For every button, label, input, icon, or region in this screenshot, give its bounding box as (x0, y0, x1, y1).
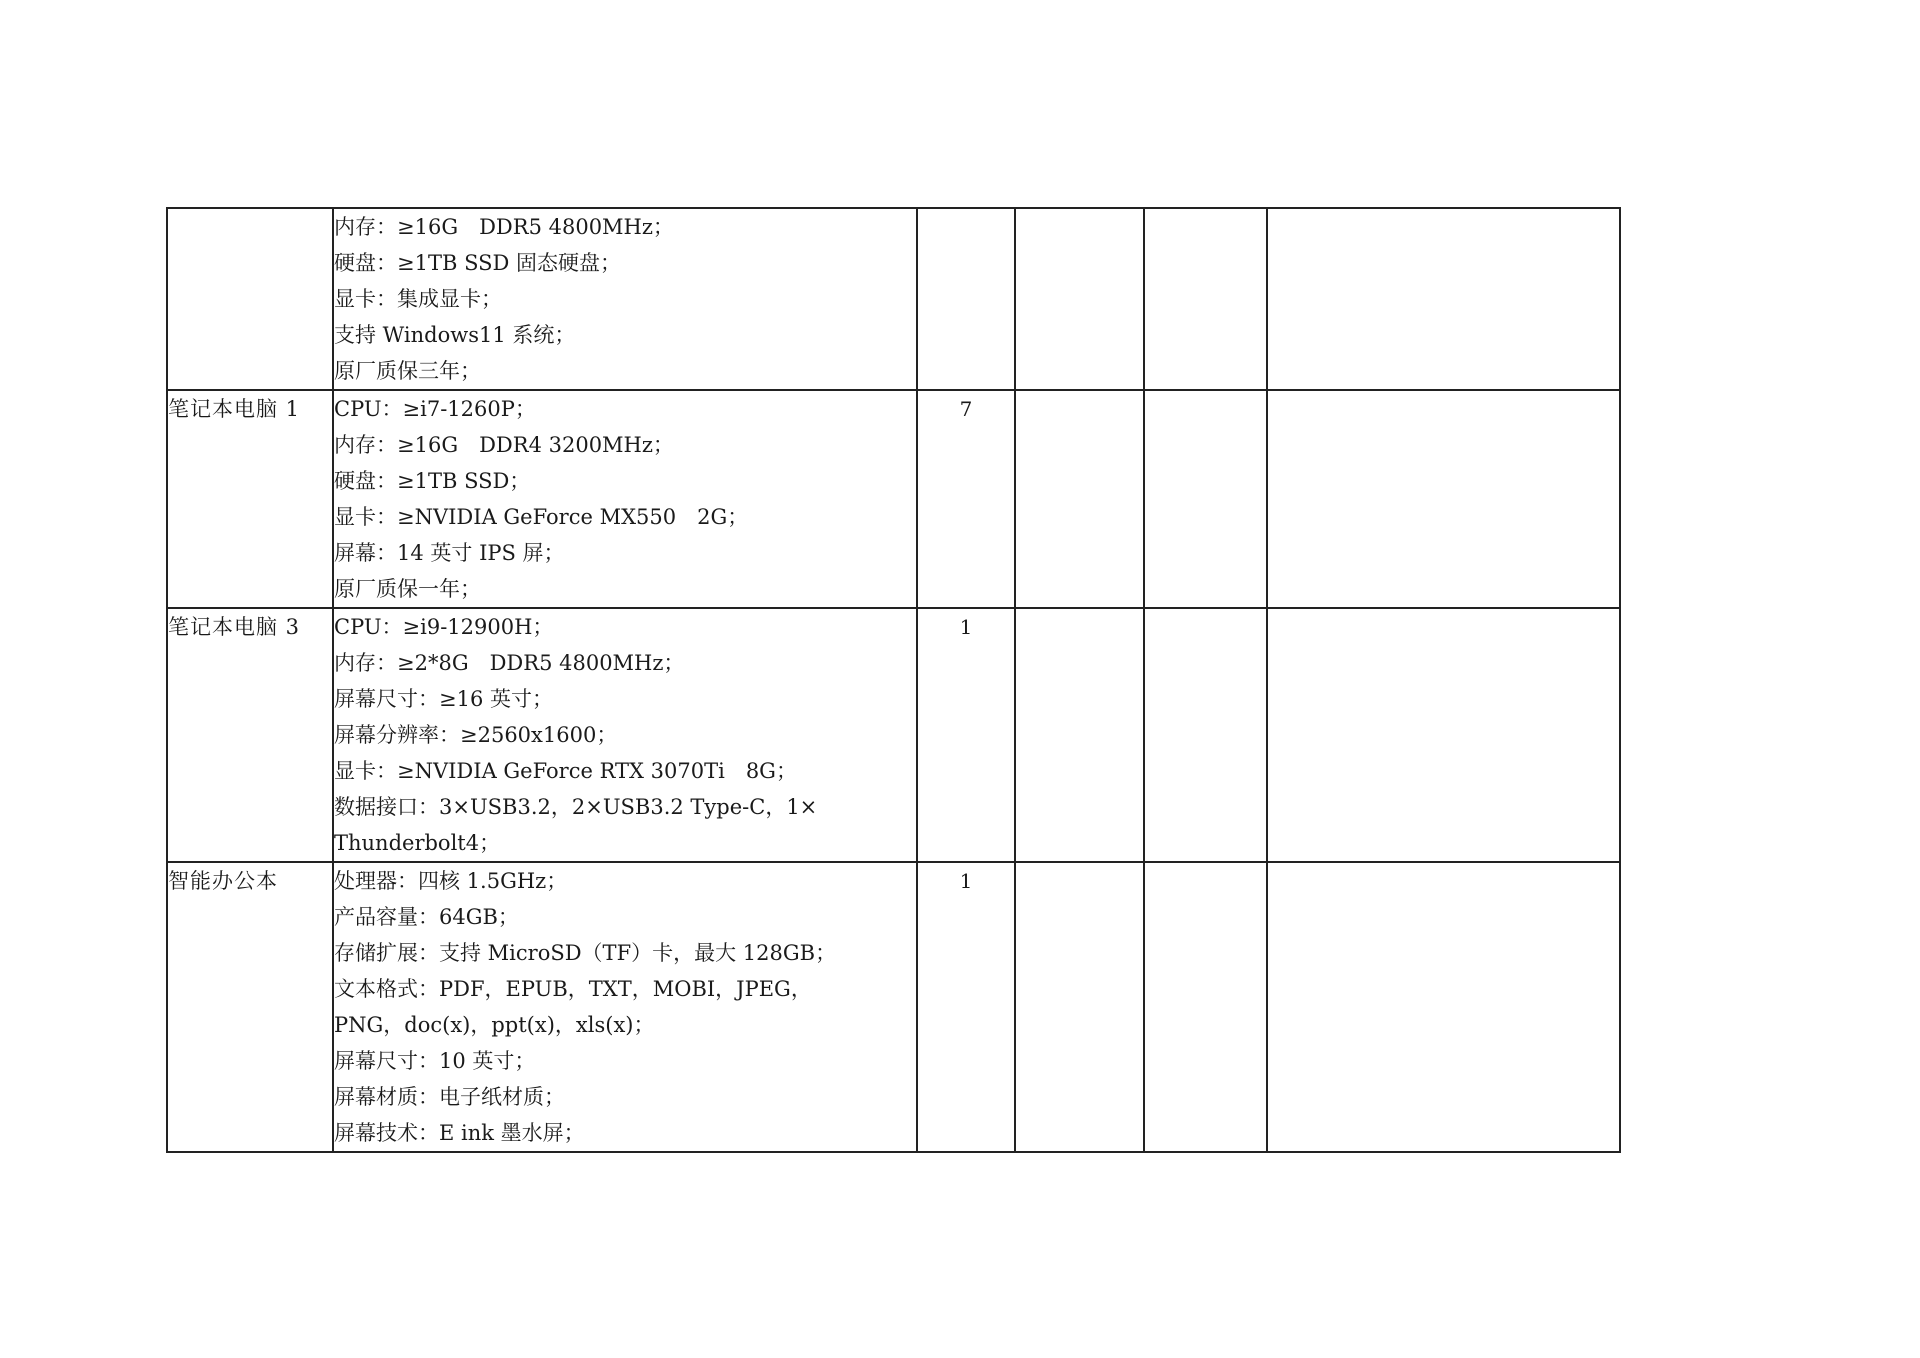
table-row (167, 862, 1620, 1152)
spec-line: 数据接口：3×USB3.2，2×USB3.2 Type-C，1× (334, 795, 818, 819)
spec-line: 屏幕尺寸：10 英寸； (334, 1049, 536, 1073)
spec-line: CPU：≥i7-1260P； (334, 397, 536, 421)
spec-cell (333, 862, 917, 1152)
spec-line: 屏幕分辨率：≥2560x1600； (334, 723, 618, 747)
spec-line: CPU：≥i9-12900H； (334, 615, 554, 639)
empty-cell (1267, 390, 1620, 608)
spec-cell (333, 608, 917, 862)
empty-cell (1267, 862, 1620, 1152)
quantity-cell: 1 (917, 608, 1015, 862)
spec-line: 屏幕技术：E ink 墨水屏； (334, 1121, 585, 1145)
spec-line: 原厂质保一年； (334, 577, 481, 601)
item-name-cell: 笔记本电脑 3 (167, 608, 333, 862)
spec-line: 内存：≥16G DDR5 4800MHz； (334, 215, 674, 239)
spec-line: 产品容量：64GB； (334, 905, 519, 929)
spec-line: 显卡：集成显卡； (334, 287, 502, 311)
spec-line: Thunderbolt4； (334, 831, 501, 855)
quantity-cell: 7 (917, 390, 1015, 608)
spec-line: 内存：≥2*8G DDR5 4800MHz； (334, 651, 685, 675)
spec-line: 屏幕尺寸：≥16 英寸； (334, 687, 553, 711)
spec-line: 内存：≥16G DDR4 3200MHz； (334, 433, 674, 457)
table-row (167, 208, 1620, 390)
spec-line: 显卡：≥NVIDIA GeForce MX550 2G； (334, 505, 749, 529)
spec-table (166, 207, 1621, 1153)
empty-cell (1267, 208, 1620, 390)
spec-cell (333, 390, 917, 608)
spec-line: 硬盘：≥1TB SSD； (334, 469, 531, 493)
spec-cell (333, 208, 917, 390)
spec-line: 处理器：四核 1.5GHz； (334, 869, 568, 893)
spec-line: 屏幕：14 英寸 IPS 屏； (334, 541, 565, 565)
empty-cell (1015, 208, 1144, 390)
spec-table-body (167, 208, 1620, 1152)
empty-cell (1144, 390, 1267, 608)
spec-line: 原厂质保三年； (334, 359, 481, 383)
spec-line: 屏幕材质：电子纸材质； (334, 1085, 565, 1109)
item-name-cell: 笔记本电脑 1 (167, 390, 333, 608)
spec-line: 文本格式：PDF，EPUB，TXT，MOBI，JPEG， (334, 977, 812, 1001)
item-name-cell: 智能办公本 (167, 862, 333, 1152)
empty-cell (1015, 862, 1144, 1152)
empty-cell (1144, 208, 1267, 390)
empty-cell (1267, 608, 1620, 862)
spec-line: 显卡：≥NVIDIA GeForce RTX 3070Ti 8G； (334, 759, 797, 783)
spec-line: 存储扩展：支持 MicroSD（TF）卡，最大 128GB； (334, 941, 837, 965)
table-row (167, 608, 1620, 862)
spec-line: PNG，doc(x)，ppt(x)，xls(x)； (334, 1013, 655, 1037)
spec-line: 支持 Windows11 系统； (334, 323, 576, 347)
item-name-cell (167, 208, 333, 390)
empty-cell (1015, 390, 1144, 608)
spec-line: 硬盘：≥1TB SSD 固态硬盘； (334, 251, 621, 275)
table-row (167, 390, 1620, 608)
quantity-cell: 1 (917, 862, 1015, 1152)
empty-cell (1144, 862, 1267, 1152)
empty-cell (1015, 608, 1144, 862)
empty-cell (1144, 608, 1267, 862)
quantity-cell (917, 208, 1015, 390)
